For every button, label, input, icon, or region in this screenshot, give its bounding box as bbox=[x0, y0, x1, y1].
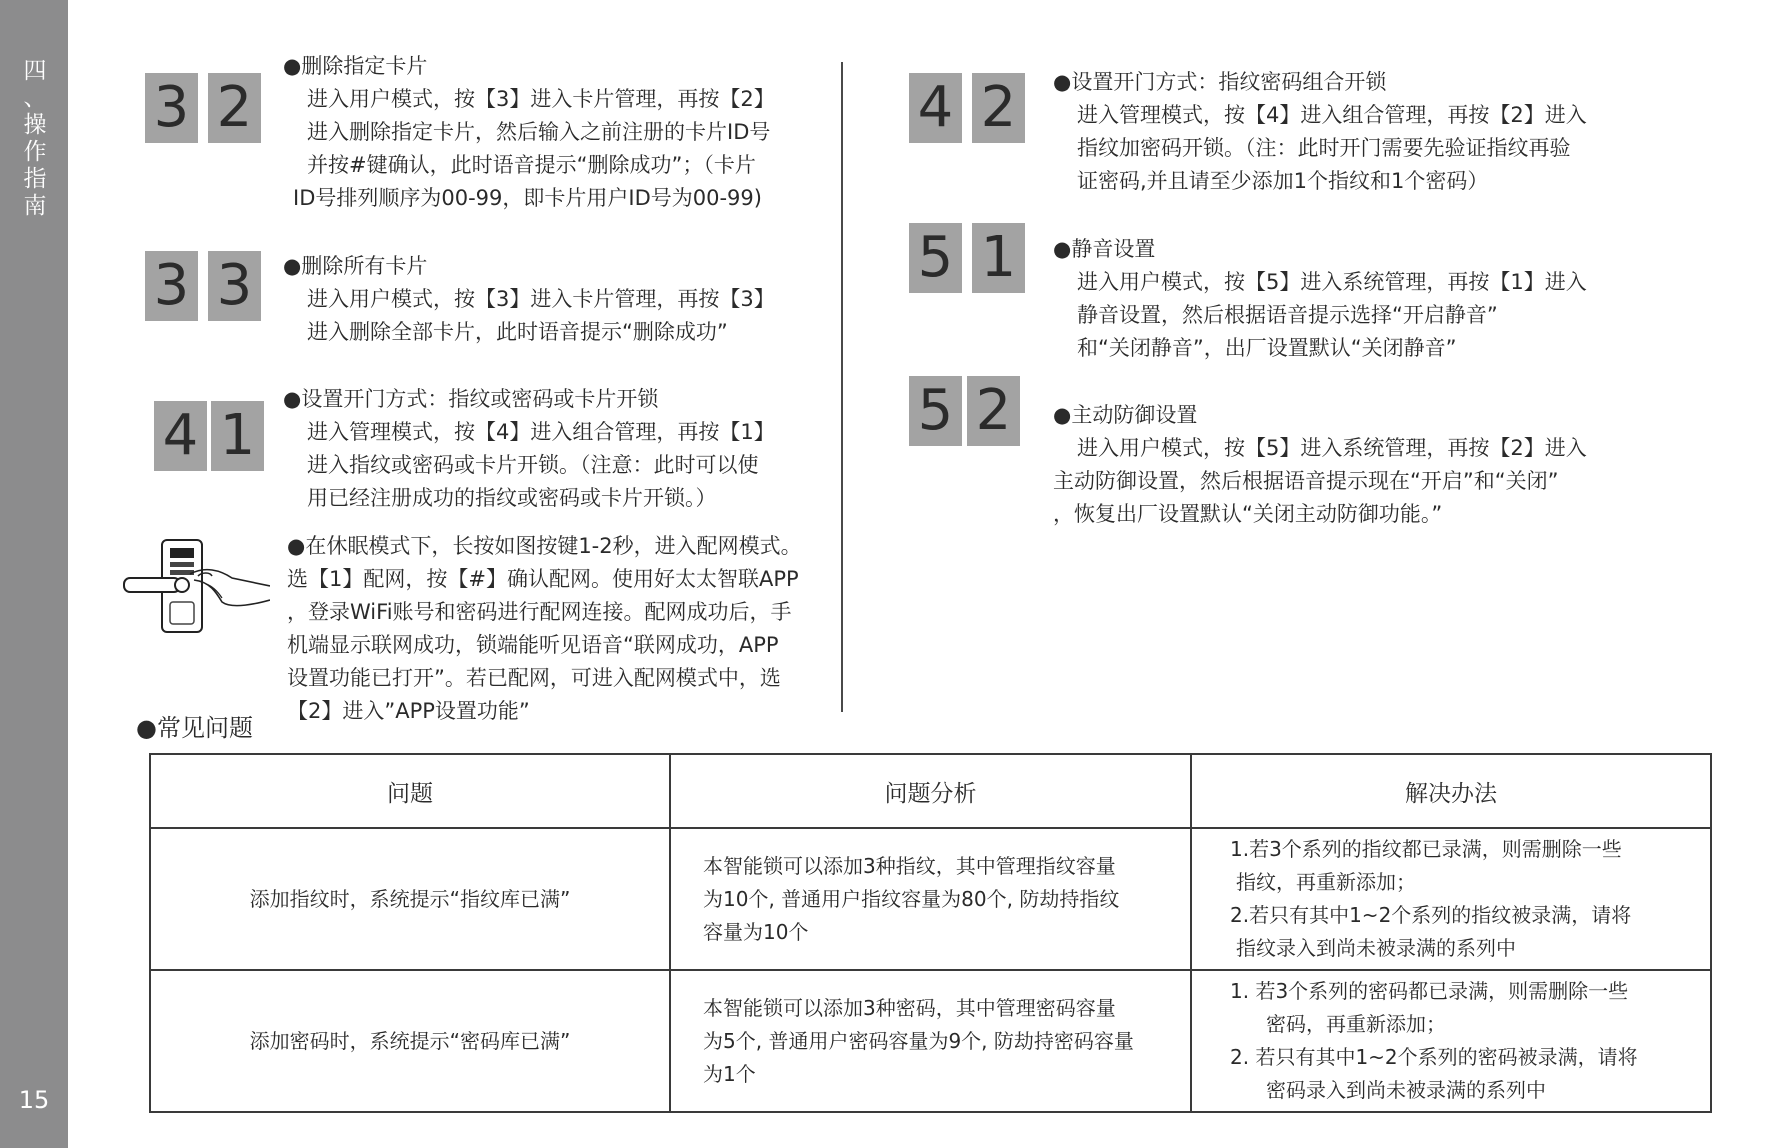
step-line: 静音设置，然后根据语音提示选择“开启静音” bbox=[1077, 303, 1498, 327]
sidebar-title-char: 作 bbox=[23, 139, 47, 165]
page-number: 15 bbox=[18, 1086, 50, 1114]
step-digit: 1 bbox=[211, 401, 264, 471]
step-digit: 5 bbox=[909, 223, 962, 293]
step-digit: 1 bbox=[972, 223, 1025, 293]
sidebar-title-char: 操 bbox=[23, 112, 47, 138]
step-digit: 5 bbox=[909, 376, 962, 446]
step-line: 进入用户模式，按【3】进入卡片管理，再按【2】 bbox=[307, 87, 775, 111]
problem-cell: 添加密码时，系统提示“密码库已满” bbox=[150, 970, 670, 1112]
faq-heading: ●常见问题 bbox=[136, 714, 253, 742]
step-line: 和“关闭静音”，出厂设置默认“关闭静音” bbox=[1077, 336, 1457, 360]
step-line: 主动防御设置，然后根据语音提示现在“开启”和“关闭” bbox=[1053, 469, 1559, 493]
step-line: ，恢复出厂设置默认“关闭主动防御功能。” bbox=[1053, 502, 1443, 526]
step-title: ●静音设置 bbox=[1053, 237, 1156, 261]
network-line: 选【1】配网，按【#】确认配网。使用好太太智联APP bbox=[287, 567, 799, 591]
solution-line: 2.若只有其中1~2个系列的指纹被录满，请将 bbox=[1230, 903, 1632, 927]
step-line: 并按#键确认，此时语音提示“删除成功”；（卡片 bbox=[307, 153, 756, 177]
sidebar-title-char: 四 bbox=[23, 58, 47, 84]
analysis-line: 为10个, 普通用户指纹容量为80个, 防劫持指纹 bbox=[703, 886, 1120, 911]
solution-line: 密码，再重新添加； bbox=[1266, 1012, 1446, 1036]
solution-cell bbox=[1191, 970, 1711, 1112]
sidebar-title-char: 、 bbox=[23, 85, 47, 111]
header-solution: 解决办法 bbox=[1191, 754, 1711, 828]
step-line: 进入指纹或密码或卡片开锁。（注意：此时可以使 bbox=[307, 453, 759, 477]
step-42-text bbox=[1053, 66, 1587, 198]
step-title: ●删除指定卡片 bbox=[283, 54, 428, 78]
problem-cell: 添加指纹时，系统提示“指纹库已满” bbox=[150, 828, 670, 970]
step-line: 进入用户模式，按【5】进入系统管理，再按【2】进入 bbox=[1077, 436, 1587, 460]
table-header-row bbox=[150, 754, 1711, 828]
step-line: 进入用户模式，按【3】进入卡片管理，再按【3】 bbox=[307, 287, 775, 311]
analysis-line: 本智能锁可以添加3种指纹，其中管理指纹容量 bbox=[703, 853, 1116, 878]
sidebar bbox=[0, 0, 68, 1148]
solution-line: 指纹，再重新添加； bbox=[1236, 870, 1416, 894]
solution-line: 指纹录入到尚未被录满的系列中 bbox=[1236, 936, 1516, 960]
step-line: 进入删除指定卡片，然后输入之前注册的卡片ID号 bbox=[307, 120, 771, 144]
faq-table bbox=[149, 753, 1712, 1113]
analysis-cell bbox=[670, 970, 1191, 1112]
step-digit: 3 bbox=[145, 251, 198, 321]
step-title: ●主动防御设置 bbox=[1053, 403, 1198, 427]
step-line: 进入管理模式，按【4】进入组合管理，再按【1】 bbox=[307, 420, 775, 444]
step-51-text bbox=[1053, 233, 1587, 365]
header-problem: 问题 bbox=[150, 754, 670, 828]
column-divider bbox=[841, 62, 843, 712]
step-line: 进入删除全部卡片，此时语音提示“删除成功” bbox=[307, 320, 728, 344]
analysis-line: 为5个, 普通用户密码容量为9个, 防劫持密码容量 bbox=[703, 1028, 1134, 1053]
network-line: ，登录WiFi账号和密码进行配网连接。配网成功后，手 bbox=[287, 600, 792, 624]
solution-line: 1.若3个系列的指纹都已录满，则需删除一些 bbox=[1230, 837, 1622, 861]
sidebar-title bbox=[22, 58, 48, 220]
solution-cell bbox=[1191, 828, 1711, 970]
solution-line: 2. 若只有其中1~2个系列的密码被录满，请将 bbox=[1230, 1045, 1638, 1069]
step-32-text bbox=[283, 50, 775, 215]
step-title: ●设置开门方式：指纹密码组合开锁 bbox=[1053, 70, 1387, 94]
step-line: 用已经注册成功的指纹或密码或卡片开锁。） bbox=[307, 486, 717, 510]
step-digit: 3 bbox=[145, 73, 198, 143]
sidebar-title-char: 南 bbox=[23, 193, 47, 219]
network-instructions bbox=[287, 530, 802, 728]
header-analysis: 问题分析 bbox=[670, 754, 1191, 828]
step-line: 指纹加密码开锁。（注：此时开门需要先验证指纹再验 bbox=[1077, 136, 1571, 160]
sidebar-title-char: 指 bbox=[23, 166, 47, 192]
network-line: 机端显示联网成功，锁端能听见语音“联网成功，APP bbox=[287, 633, 779, 657]
analysis-cell bbox=[670, 828, 1191, 970]
analysis-line: 为1个 bbox=[703, 1061, 756, 1086]
step-line: 进入用户模式，按【5】进入系统管理，再按【1】进入 bbox=[1077, 270, 1587, 294]
analysis-line: 容量为10个 bbox=[703, 919, 809, 944]
step-digit: 2 bbox=[972, 73, 1025, 143]
solution-line: 密码录入到尚未被录满的系列中 bbox=[1266, 1078, 1546, 1102]
step-line: 证密码,并且请至少添加1个指纹和1个密码） bbox=[1077, 169, 1489, 193]
step-line: 进入管理模式，按【4】进入组合管理，再按【2】进入 bbox=[1077, 103, 1587, 127]
step-41-text bbox=[283, 383, 775, 515]
step-digit: 2 bbox=[967, 376, 1020, 446]
step-digit: 4 bbox=[909, 73, 962, 143]
step-33-text bbox=[283, 250, 775, 349]
step-title: ●删除所有卡片 bbox=[283, 254, 428, 278]
step-digit: 3 bbox=[208, 251, 261, 321]
door-lock-hand-icon bbox=[120, 536, 270, 636]
solution-line: 1. 若3个系列的密码都已录满，则需删除一些 bbox=[1230, 979, 1629, 1003]
network-line: ●在休眠模式下，长按如图按键1-2秒，进入配网模式。 bbox=[287, 534, 802, 558]
network-line: 设置功能已打开”。若已配网，可进入配网模式中，选 bbox=[287, 666, 781, 690]
network-line: 【2】进入”APP设置功能” bbox=[287, 699, 530, 723]
table-row bbox=[150, 970, 1711, 1112]
step-line: ID号排列顺序为00-99，即卡片用户ID号为00-99) bbox=[293, 186, 762, 210]
analysis-line: 本智能锁可以添加3种密码，其中管理密码容量 bbox=[703, 995, 1116, 1020]
step-title: ●设置开门方式：指纹或密码或卡片开锁 bbox=[283, 387, 659, 411]
step-digit: 2 bbox=[208, 73, 261, 143]
step-52-text bbox=[1053, 399, 1587, 531]
table-row bbox=[150, 828, 1711, 970]
step-digit: 4 bbox=[154, 401, 207, 471]
